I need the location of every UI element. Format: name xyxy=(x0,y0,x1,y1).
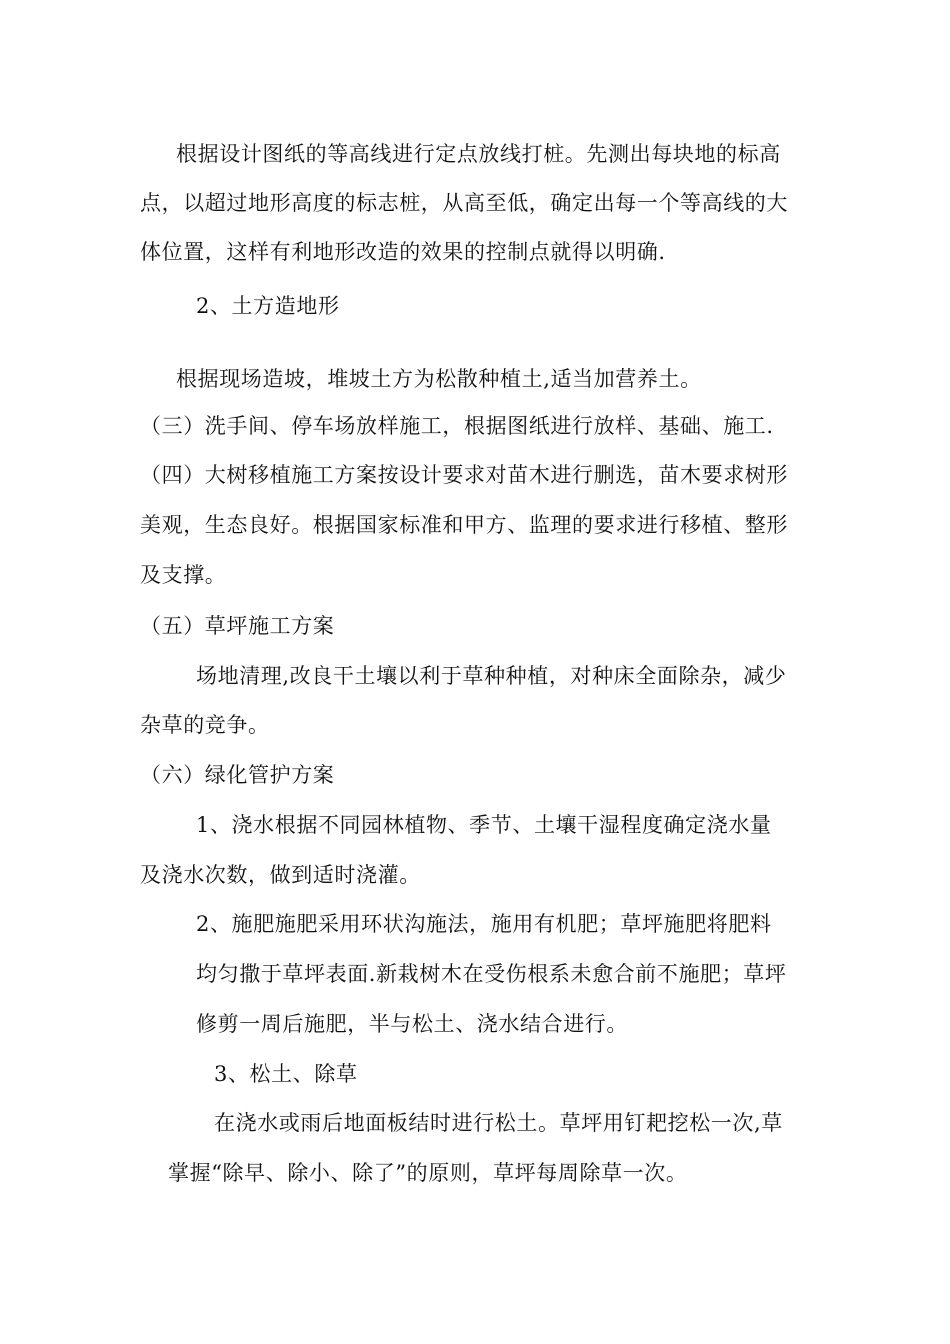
paragraph-text-line: 掌握“除早、除小、除了”的原则，草坪每周除草一次。 xyxy=(168,1161,688,1185)
paragraph-text-line: 及支撑。 xyxy=(140,563,227,587)
paragraph-text-line: 体位置，这样有利地形改造的效果的控制点就得以明确. xyxy=(140,240,666,264)
paragraph-text-line: 场地清理,改良干土壤以利于草种种植，对种床全面除杂，减少 xyxy=(196,664,787,688)
list-item-line: 修剪一周后施肥，半与松土、浇水结合进行。 xyxy=(196,1012,628,1036)
list-item-line: 2、施肥施肥采用环状沟施法，施用有机肥；草坪施肥将肥料 xyxy=(196,912,772,936)
section-heading: （五）草坪施工方案 xyxy=(140,614,335,638)
paragraph-text-line: 美观，生态良好。根据国家标准和甲方、监理的要求进行移植、整形 xyxy=(140,513,788,537)
paragraph-text-line: 点，以超过地形高度的标志桩，从高至低，确定出每一个等高线的大 xyxy=(140,191,788,215)
list-item-line: 均匀撒于草坪表面.新栽树木在受伤根系未愈合前不施肥；草坪 xyxy=(196,962,787,986)
section-heading: （六）绿化管护方案 xyxy=(140,763,335,787)
section-heading: （四）大树移植施工方案按设计要求对苗木进行删选，苗木要求树形 xyxy=(140,463,788,487)
paragraph-text-line: 在浇水或雨后地面板结时进行松土。草坪用钉耙挖松一次,草 xyxy=(214,1111,783,1135)
section-heading: 2、土方造地形 xyxy=(196,294,340,318)
list-item-line: 及浇水次数，做到适时浇灌。 xyxy=(140,863,421,887)
paragraph-text-line: 根据设计图纸的等高线进行定点放线打桩。先测出每块地的标高 xyxy=(176,142,781,166)
section-heading: 3、松土、除草 xyxy=(214,1062,358,1086)
section-heading: （三）洗手间、停车场放样施工，根据图纸进行放样、基础、施工. xyxy=(140,414,774,438)
list-item-line: 1、浇水根据不同园林植物、季节、土壤干湿程度确定浇水量 xyxy=(196,813,772,837)
paragraph-text-line: 杂草的竞争。 xyxy=(140,713,270,737)
paragraph-text-line: 根据现场造坡，堆坡土方为松散种植土,适当加营养土。 xyxy=(176,367,702,391)
